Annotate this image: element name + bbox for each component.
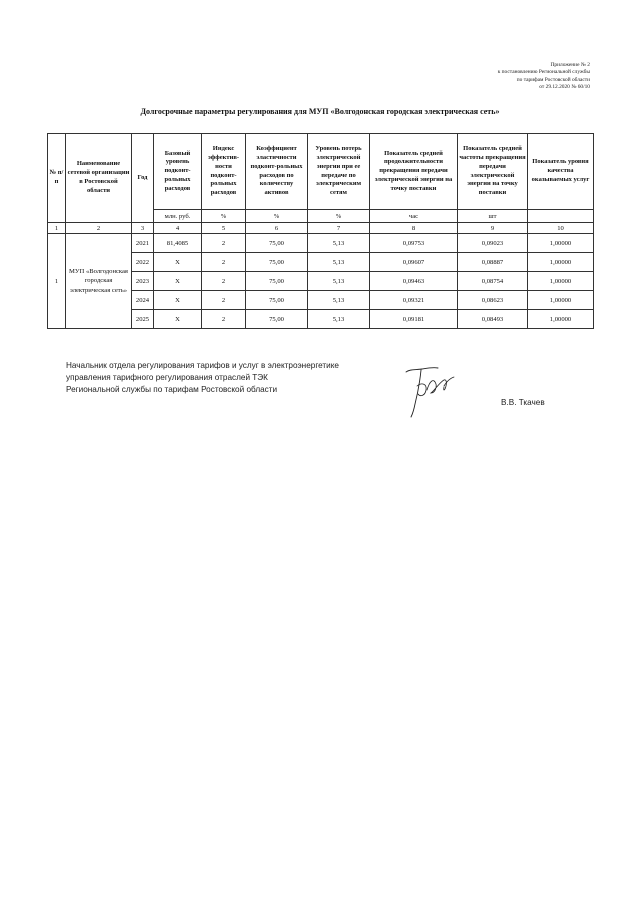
unit-cell: % — [246, 210, 308, 223]
quality-cell: 1,00000 — [528, 234, 594, 253]
unit-cell — [528, 210, 594, 223]
frequency-cell: 0,09023 — [458, 234, 528, 253]
header-cell: Показатель уровня качества оказываемых услуг — [528, 134, 594, 210]
column-number: 2 — [66, 223, 132, 234]
header-cell: Год — [132, 134, 154, 223]
coefficient-cell: 75,00 — [246, 253, 308, 272]
frequency-cell: 0,08623 — [458, 291, 528, 310]
table-row — [48, 234, 594, 253]
header-row — [48, 134, 594, 210]
loss-cell: 5,13 — [308, 272, 370, 291]
unit-cell: млн. руб. — [154, 210, 202, 223]
duration-cell: 0,09181 — [370, 310, 458, 329]
column-number: 1 — [48, 223, 66, 234]
appendix-line: Приложение № 2 — [550, 62, 590, 68]
header-cell: Индекс эффектив-ности подконт-рольных расходов — [202, 134, 246, 210]
loss-cell: 5,13 — [308, 253, 370, 272]
column-number: 8 — [370, 223, 458, 234]
appendix-line: от 29.12.2020 № 60/10 — [539, 84, 590, 91]
frequency-cell: 0,08493 — [458, 310, 528, 329]
header-cell: Коэффициент эластичности подконт-рольных расходов по количеству активов — [246, 134, 308, 210]
year-cell: 2022 — [132, 253, 154, 272]
base-cell: X — [154, 272, 202, 291]
loss-cell: 5,13 — [308, 291, 370, 310]
year-cell: 2021 — [132, 234, 154, 253]
org-number: 1 — [48, 234, 66, 329]
index-cell: 2 — [202, 272, 246, 291]
coefficient-cell: 75,00 — [246, 234, 308, 253]
frequency-cell: 0,08754 — [458, 272, 528, 291]
quality-cell: 1,00000 — [528, 272, 594, 291]
column-number: 5 — [202, 223, 246, 234]
column-number: 9 — [458, 223, 528, 234]
unit-cell: % — [308, 210, 370, 223]
header-cell: Уровень потерь электрической энергии при ее передаче по электрическим сетям — [308, 134, 370, 210]
signatory-line: управления тарифного регулирования отраслей ТЭК — [66, 373, 268, 382]
index-cell: 2 — [202, 310, 246, 329]
appendix-note — [498, 62, 590, 92]
quality-cell: 1,00000 — [528, 310, 594, 329]
header-cell: Наименование сетевой организации в Ростовской области — [66, 134, 132, 223]
base-cell: 81,4085 — [154, 234, 202, 253]
year-cell: 2024 — [132, 291, 154, 310]
base-cell: X — [154, 291, 202, 310]
quality-cell: 1,00000 — [528, 291, 594, 310]
signatory-name: В.В. Ткачев — [501, 398, 545, 407]
frequency-cell: 0,08887 — [458, 253, 528, 272]
column-number: 3 — [132, 223, 154, 234]
duration-cell: 0,09607 — [370, 253, 458, 272]
appendix-line: к постановлению Региональной службы — [497, 69, 590, 76]
appendix-line: по тарифам Ростовской области — [516, 76, 590, 83]
index-cell: 2 — [202, 291, 246, 310]
coefficient-cell: 75,00 — [246, 310, 308, 329]
column-number-row — [48, 223, 594, 234]
base-cell: X — [154, 253, 202, 272]
column-number: 7 — [308, 223, 370, 234]
loss-cell: 5,13 — [308, 310, 370, 329]
column-number: 10 — [528, 223, 594, 234]
org-name: МУП «Волгодонская городская электрическая сеть» — [66, 234, 132, 329]
signatory-line: Региональной службы по тарифам Ростовской области — [66, 385, 278, 394]
unit-cell: шт — [458, 210, 528, 223]
header-cell: Показатель средней продолжительности прекращения передачи электрической энергии на точку поставки — [370, 134, 458, 210]
unit-cell: % — [202, 210, 246, 223]
index-cell: 2 — [202, 253, 246, 272]
coefficient-cell: 75,00 — [246, 272, 308, 291]
signatory-line: Начальник отдела регулирования тарифов и услуг в электроэнергетике — [66, 361, 339, 370]
handwritten-signature — [400, 360, 470, 420]
base-cell: X — [154, 310, 202, 329]
index-cell: 2 — [202, 234, 246, 253]
coefficient-cell: 75,00 — [246, 291, 308, 310]
duration-cell: 0,09321 — [370, 291, 458, 310]
quality-cell: 1,00000 — [528, 253, 594, 272]
signatory-position — [66, 360, 339, 396]
year-cell: 2023 — [132, 272, 154, 291]
header-cell: № п/п — [48, 134, 66, 223]
header-cell: Базовый уровень подконт-рольных расходов — [154, 134, 202, 210]
loss-cell: 5,13 — [308, 234, 370, 253]
column-number: 6 — [246, 223, 308, 234]
header-cell: Показатель средней частоты прекращения передачи электрической энергии на точку поставки — [458, 134, 528, 210]
year-cell: 2025 — [132, 310, 154, 329]
parameters-table — [47, 133, 594, 329]
document-title: Долгосрочные параметры регулирования для МУП «Волгодонская городская электрическая сеть» — [140, 107, 500, 116]
unit-cell: час — [370, 210, 458, 223]
duration-cell: 0,09463 — [370, 272, 458, 291]
duration-cell: 0,09753 — [370, 234, 458, 253]
column-number: 4 — [154, 223, 202, 234]
